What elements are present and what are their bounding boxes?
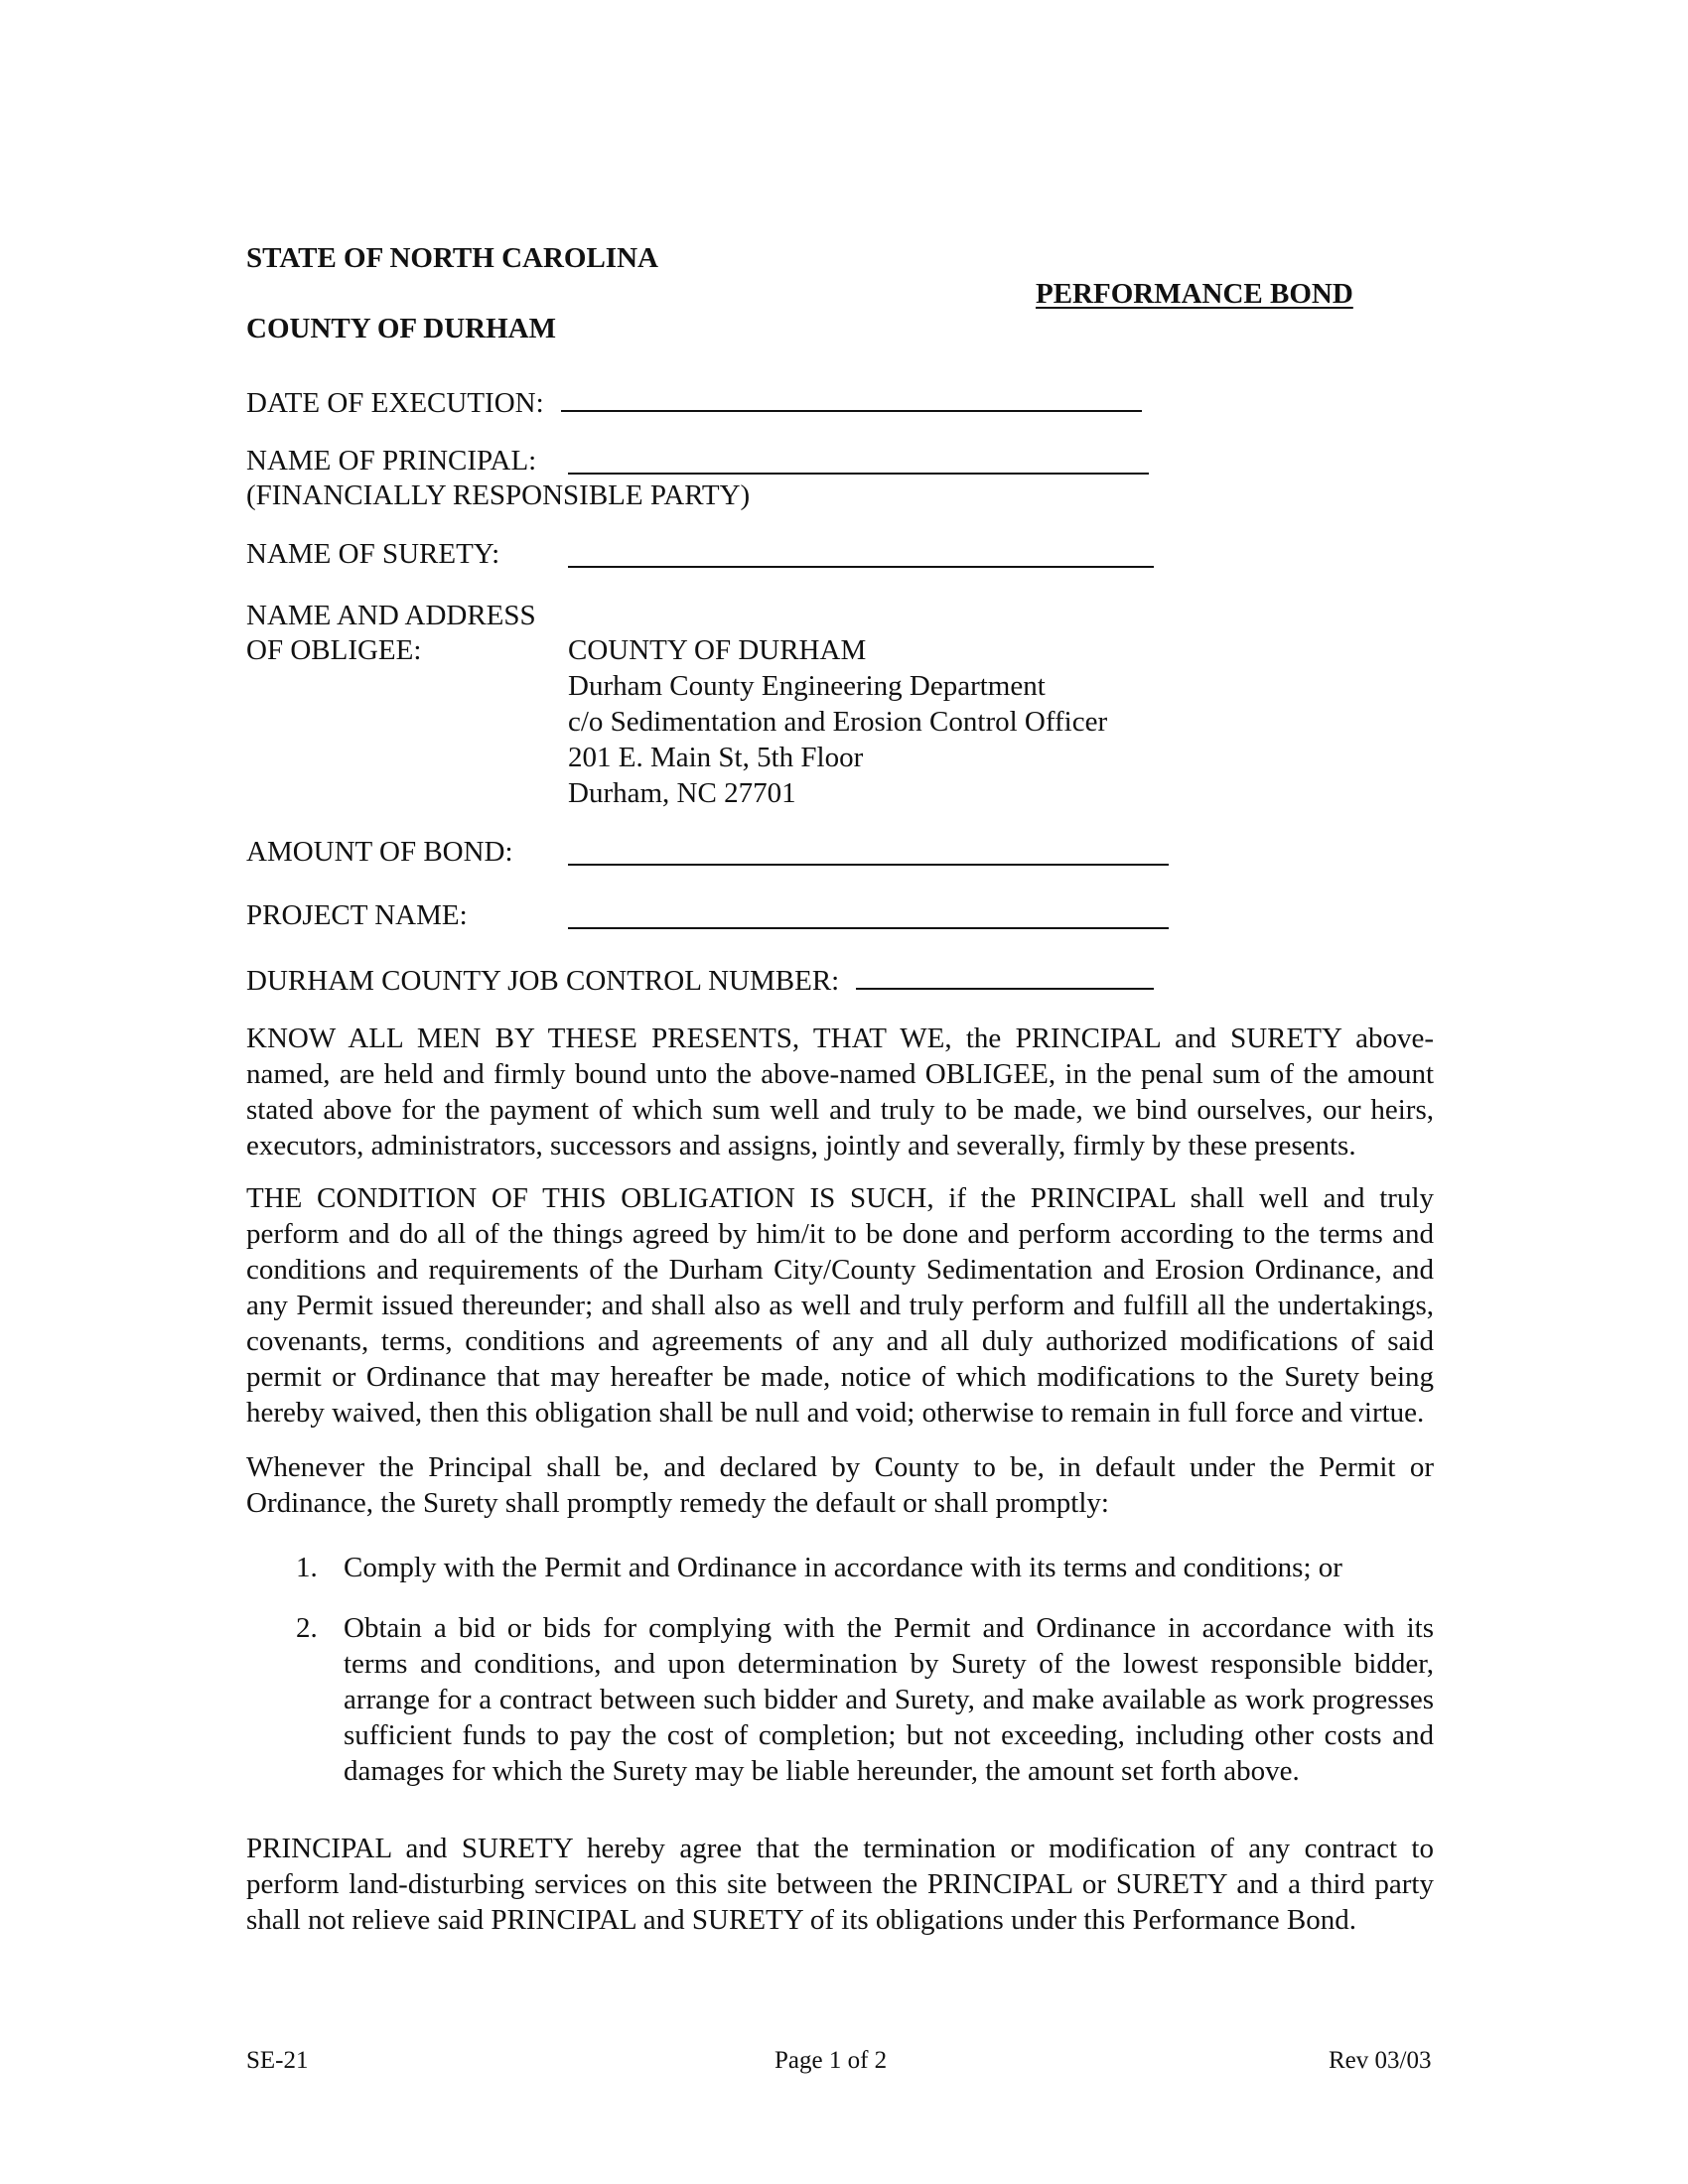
list-item-number: 2.: [296, 1612, 318, 1644]
principal-label: NAME OF PRINCIPAL:: [246, 445, 537, 477]
project-name-blank[interactable]: [568, 897, 1169, 929]
obligee-address-line: COUNTY OF DURHAM: [568, 634, 867, 666]
page-number: Page 1 of 2: [774, 2047, 888, 2074]
amount-blank[interactable]: [568, 834, 1169, 866]
obligee-label-line1: NAME AND ADDRESS: [246, 600, 536, 631]
state-heading: STATE OF NORTH CAROLINA: [246, 242, 658, 274]
form-id: SE-21: [246, 2047, 309, 2074]
date-of-execution-label: DATE OF EXECUTION:: [246, 387, 544, 419]
list-item-number: 1.: [296, 1552, 318, 1583]
principal-sublabel: (FINANCIALLY RESPONSIBLE PARTY): [246, 479, 751, 511]
obligee-address-line: c/o Sedimentation and Erosion Control Officer: [568, 706, 1108, 738]
date-of-execution-blank[interactable]: [561, 380, 1142, 412]
obligee-address: [568, 632, 1107, 811]
list-item: [246, 1610, 1434, 1789]
surety-blank[interactable]: [568, 536, 1154, 568]
obligee-address-line: Durham, NC 27701: [568, 777, 796, 809]
job-control-label: DURHAM COUNTY JOB CONTROL NUMBER:: [246, 965, 840, 997]
document-title: PERFORMANCE BOND: [1036, 278, 1353, 310]
revision-date: Rev 03/03: [1329, 2047, 1432, 2074]
list-item-text: Obtain a bid or bids for complying with the Permit and Ordinance in accordance with its terms and conditions, and upon determination by Surety of the lowest responsible bidder, arrange for a contract between such bidder and Surety, and make available as work progresses sufficient funds to pay the cost of completion; but not exceeding, including other costs and damages for which the Surety may be liable hereunder, the amount set forth above.: [344, 1612, 1434, 1787]
principal-blank[interactable]: [568, 443, 1149, 475]
county-heading: COUNTY OF DURHAM: [246, 313, 556, 344]
paragraph-condition: THE CONDITION OF THIS OBLIGATION IS SUCH, if the PRINCIPAL shall well and truly perform and do all of the things agreed by him/it to be done and perform according to the terms and conditions and requirements of the Durham City/County Sedimentation and Erosion Ordinance, and any Permit issued thereunder; and shall also as well and truly perform and fulfill all the undertakings, covenants, terms, conditions and agreements of any and all duly authorized modifications of said permit or Ordinance that may hereafter be made, notice of which modifications to the Surety being hereby waived, then this obligation shall be null and void; otherwise to remain in full force and virtue.: [246, 1182, 1434, 1429]
surety-label: NAME OF SURETY:: [246, 538, 500, 570]
job-control-row: [246, 958, 1154, 999]
obligee-label-line2: OF OBLIGEE:: [246, 634, 422, 666]
paragraph-default: Whenever the Principal shall be, and declared by County to be, in default under the Permit or Ordinance, the Surety shall promptly remedy the default or shall promptly:: [246, 1451, 1434, 1519]
list-item: [246, 1550, 1434, 1585]
obligee-address-line: Durham County Engineering Department: [568, 670, 1046, 702]
paragraph-termination: PRINCIPAL and SURETY hereby agree that the termination or modification of any contract to perform land-disturbing services on this site between the PRINCIPAL or SURETY and a third party shall not relieve said PRINCIPAL and SURETY of its obligations under this Performance Bond.: [246, 1833, 1434, 1936]
amount-label: AMOUNT OF BOND:: [246, 836, 513, 868]
obligee-address-line: 201 E. Main St, 5th Floor: [568, 742, 864, 773]
list-item-text: Comply with the Permit and Ordinance in accordance with its terms and conditions; or: [344, 1552, 1342, 1583]
date-of-execution-row: [246, 380, 1142, 421]
job-control-blank[interactable]: [856, 958, 1154, 990]
project-name-label: PROJECT NAME:: [246, 899, 468, 931]
paragraph-know-all-men: KNOW ALL MEN BY THESE PRESENTS, THAT WE, the PRINCIPAL and SURETY above-named, are held and firmly bound unto the above-named OBLIGEE, in the penal sum of the amount stated above for the payment of which sum well and truly to be made, we bind ourselves, our heirs, executors, administrators, successors and assigns, jointly and severally, firmly by these presents.: [246, 1023, 1434, 1161]
